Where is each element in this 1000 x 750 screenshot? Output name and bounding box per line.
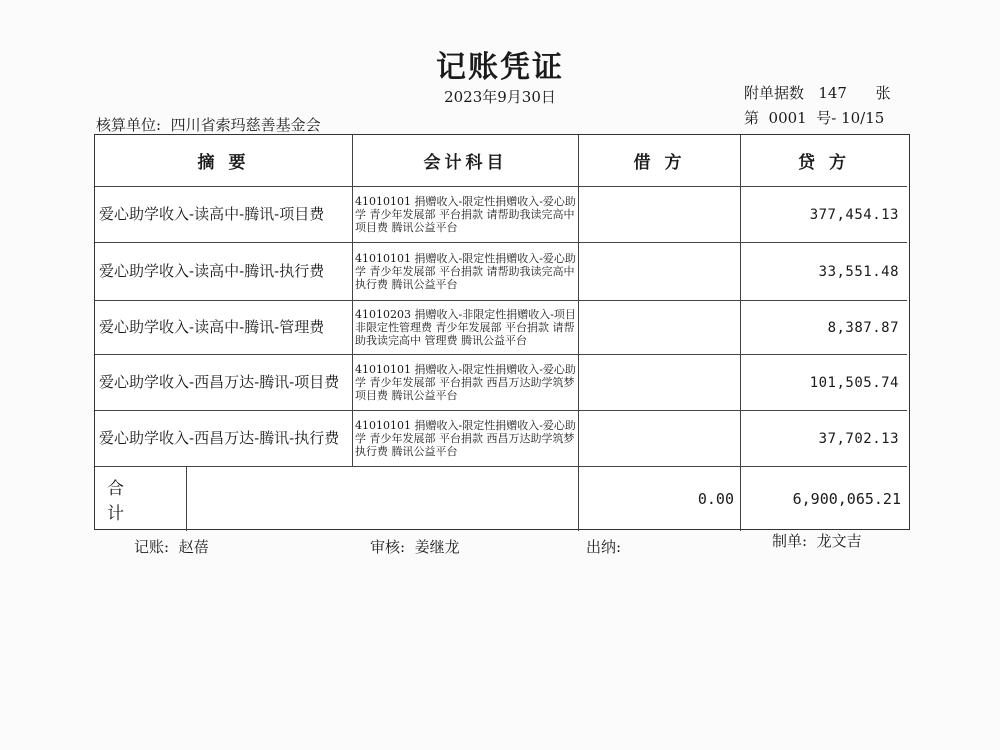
unit-name: 四川省索玛慈善基金会 <box>170 116 321 134</box>
row-subject: 41010101 捐赠收入-限定性捐赠收入-爱心助学 青少年发展部 平台捐款 西昌万达助学筑梦 执行费 腾讯公益平台 <box>353 411 579 467</box>
row-summary: 爱心助学收入-读高中-腾讯-管理费 <box>95 301 353 355</box>
bookkeeper-signature: 记账: 赵蓓 <box>134 538 209 556</box>
row-credit: 101,505.74 <box>741 355 907 411</box>
voucher-title: 记账凭证 <box>436 50 564 85</box>
cashier-signature: 出纳: <box>586 538 622 556</box>
attachments-unit: 张 <box>875 84 891 102</box>
unit-label: 核算单位: <box>96 116 162 134</box>
row-credit: 8,387.87 <box>741 301 907 355</box>
total-debit: 0.00 <box>579 467 741 531</box>
total-blank <box>187 467 579 531</box>
reviewer-signature: 审核: 姜继龙 <box>370 538 460 556</box>
row-credit: 377,454.13 <box>741 187 907 243</box>
row-summary: 爱心助学收入-读高中-腾讯-项目费 <box>95 187 353 243</box>
column-header-subject: 会计科目 <box>353 135 579 187</box>
row-credit: 37,702.13 <box>741 411 907 467</box>
column-header-credit: 贷 方 <box>741 135 907 187</box>
row-debit <box>579 187 741 243</box>
preparer-signature: 制单: 龙文吉 <box>772 532 862 550</box>
column-header-debit: 借 方 <box>579 135 741 187</box>
attachments-count: 147 <box>818 84 847 102</box>
voucher-number: 第 0001 号- 10/15 <box>744 109 885 127</box>
voucher-table <box>94 134 910 530</box>
voucher-date: 2023年9月30日 <box>444 88 556 106</box>
attachments-label: 附单据数 <box>744 84 805 102</box>
attachments-info <box>744 82 891 103</box>
row-credit: 33,551.48 <box>741 243 907 301</box>
row-subject: 41010203 捐赠收入-非限定性捐赠收入-项目非限定性管理费 青少年发展部 平台捐款 请帮助我读完高中 管理费 腾讯公益平台 <box>353 301 579 355</box>
total-label: 合 计 <box>95 467 187 531</box>
row-debit <box>579 301 741 355</box>
row-summary: 爱心助学收入-读高中-腾讯-执行费 <box>95 243 353 301</box>
row-subject: 41010101 捐赠收入-限定性捐赠收入-爱心助学 青少年发展部 平台捐款 请帮助我读完高中 项目费 腾讯公益平台 <box>353 187 579 243</box>
row-debit <box>579 243 741 301</box>
column-header-summary: 摘 要 <box>95 135 353 187</box>
row-summary: 爱心助学收入-西昌万达-腾讯-执行费 <box>95 411 353 467</box>
row-debit <box>579 355 741 411</box>
accounting-unit <box>96 114 321 135</box>
row-subject: 41010101 捐赠收入-限定性捐赠收入-爱心助学 青少年发展部 平台捐款 请帮助我读完高中 执行费 腾讯公益平台 <box>353 243 579 301</box>
row-summary: 爱心助学收入-西昌万达-腾讯-项目费 <box>95 355 353 411</box>
row-debit <box>579 411 741 467</box>
row-subject: 41010101 捐赠收入-限定性捐赠收入-爱心助学 青少年发展部 平台捐款 西昌万达助学筑梦 项目费 腾讯公益平台 <box>353 355 579 411</box>
total-credit: 6,900,065.21 <box>792 490 901 508</box>
